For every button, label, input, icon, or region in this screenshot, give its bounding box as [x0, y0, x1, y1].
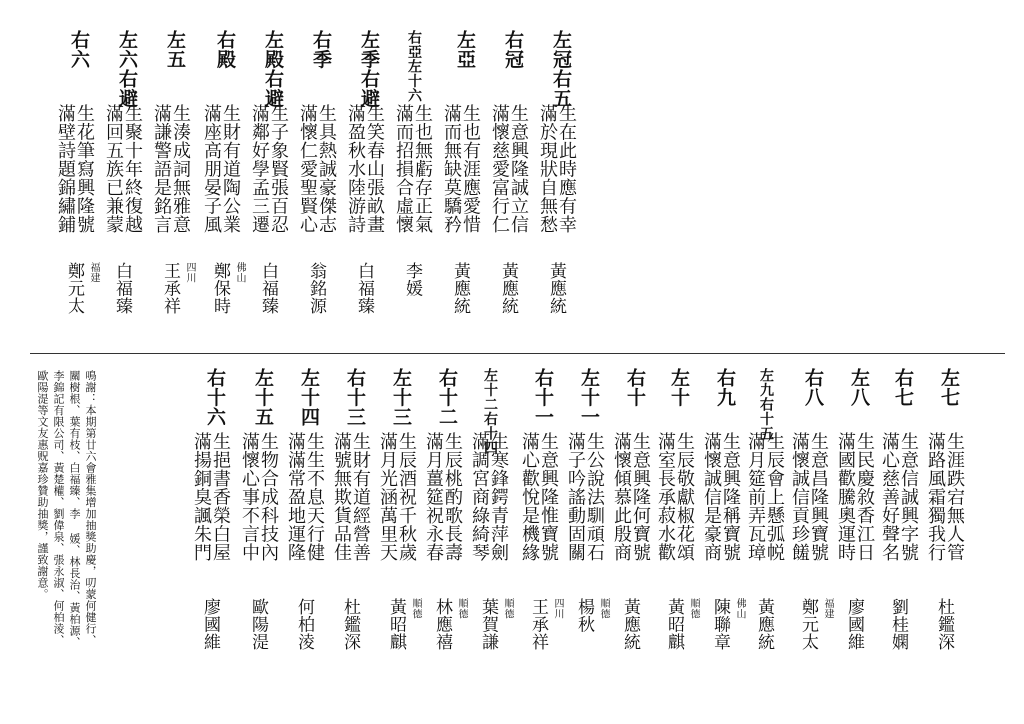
author-name: 歐陽湜: [248, 598, 268, 651]
couplet-line-2: 滿月光涵萬里天: [377, 432, 398, 562]
couplet-line-1: 生辰會上懸弧帨: [764, 432, 785, 562]
rank-label: 右十二: [436, 368, 458, 427]
couplet-line-2: 滿揚銅臭諷朱門: [191, 432, 212, 562]
rank-label: 左冠右五: [550, 30, 572, 108]
acknowledgement-line: 鳴謝：本期第廿六會雅集增加抽獎助慶，叨蒙何健行、: [84, 370, 97, 646]
author-origin: 順德: [410, 598, 421, 619]
author-name: 鄭保時: [210, 262, 230, 315]
rank-label: 左十三: [390, 368, 412, 427]
couplet-line-2: 滿月薑筵祝永春: [423, 432, 444, 562]
couplet-line-2: 滿座高朋晏子風: [201, 104, 222, 234]
rank-label: 右十: [624, 368, 646, 407]
author-name: 黃應統: [450, 262, 470, 315]
couplet-line-2: 滿心慈善好聲名: [879, 432, 900, 562]
author-origin: 四川: [184, 262, 195, 283]
couplet-line-2: 滿心歡悅是機緣: [519, 432, 540, 562]
couplet-line-1: 生也有涯應愛惜: [460, 104, 481, 234]
couplet-line-2: 滿盈秋水陸游詩: [345, 104, 366, 234]
author-name: 白福臻: [258, 262, 278, 315]
rank-label: 左十: [668, 368, 690, 407]
author-name: 林應禧: [432, 598, 452, 651]
rank-label: 左十四: [298, 368, 320, 427]
rank-label: 左十二右十四: [482, 368, 498, 455]
author-origin: 順德: [598, 598, 609, 619]
author-origin: 順德: [688, 598, 699, 619]
couplet-line-2: 滿室長承菽水歡: [655, 432, 676, 562]
author-origin: 順德: [456, 598, 467, 619]
author-origin: 福建: [822, 598, 833, 619]
couplet-line-1: 生意興隆何寶號: [630, 432, 651, 562]
couplet-line-1: 生子象賢張百忍: [268, 104, 289, 234]
author-name: 廖國維: [844, 598, 864, 651]
author-name: 翁銘源: [306, 262, 326, 315]
couplet-line-2: 滿而招損合虛懷: [393, 104, 414, 234]
couplet-line-2: 滿謙警語是銘言: [151, 104, 172, 234]
couplet-line-2: 滿壁詩題錦繡鋪: [55, 104, 76, 234]
couplet-line-2: 滿而無缺莫驕矜: [441, 104, 462, 234]
author-name: 白福臻: [112, 262, 132, 315]
couplet-line-1: 生聚十年終復越: [122, 104, 143, 234]
rank-label: 左亞: [454, 30, 476, 69]
author-origin: 四川: [552, 598, 563, 619]
couplet-line-1: 生意興隆誠立信: [508, 104, 529, 234]
couplet-line-1: 生意昌隆興寶號: [808, 432, 829, 562]
couplet-line-1: 生在此時應有幸: [556, 104, 577, 234]
rank-label: 右季: [310, 30, 332, 69]
couplet-line-1: 生生不息天行健: [304, 432, 325, 562]
couplet-line-1: 生笑春山張畝畫: [364, 104, 385, 234]
author-name: 王承祥: [528, 598, 548, 651]
couplet-line-1: 生辰酒祝千秋歲: [396, 432, 417, 562]
rank-label: 右十一: [532, 368, 554, 427]
author-name: 杜鑑深: [340, 598, 360, 651]
rank-label: 右十六: [204, 368, 226, 427]
rank-label: 左八: [848, 368, 870, 407]
couplet-line-2: 滿懷誠信貢珍饈: [789, 432, 810, 562]
author-name: 劉桂嫻: [888, 598, 908, 651]
author-name: 杜鑑深: [934, 598, 954, 651]
couplet-line-2: 滿回五族已兼蒙: [103, 104, 124, 234]
rank-label: 右冠: [502, 30, 524, 69]
couplet-line-1: 生具熱誠豪傑志: [316, 104, 337, 234]
couplet-line-2: 滿子吟謠動固關: [565, 432, 586, 562]
author-name: 黃應統: [546, 262, 566, 315]
couplet-line-2: 滿懷心事不言中: [239, 432, 260, 562]
author-name: 鄭元太: [64, 262, 84, 315]
rank-label: 右殿: [214, 30, 236, 69]
rank-label: 右八: [802, 368, 824, 407]
acknowledgement-line: 關樹根、葉有枝、白福臻、李 媛、林長治、黃柏源、: [68, 370, 81, 648]
author-name: 葉賀謙: [478, 598, 498, 651]
couplet-line-1: 生挹書香榮白屋: [210, 432, 231, 562]
author-name: 王承祥: [160, 262, 180, 315]
couplet-line-1: 生意興隆稱寶號: [720, 432, 741, 562]
couplet-line-2: 滿懷傾慕此殷商: [611, 432, 632, 562]
rank-label: 左五: [164, 30, 186, 69]
couplet-line-2: 滿懷慈愛富行仁: [489, 104, 510, 234]
rank-label: 左十一: [578, 368, 600, 427]
couplet-line-1: 生民慶敘香江日: [854, 432, 875, 562]
section-divider: [30, 353, 1005, 354]
rank-label: 右六: [68, 30, 90, 69]
rank-label: 右七: [892, 368, 914, 407]
rank-label: 左季右避: [358, 30, 380, 108]
author-name: 黃應統: [620, 598, 640, 651]
couplet-line-1: 生財有道陶公業: [220, 104, 241, 234]
author-name: 黃應統: [498, 262, 518, 315]
couplet-line-2: 滿路風霜獨我行: [925, 432, 946, 562]
author-name: 李媛: [402, 262, 422, 297]
couplet-line-1: 生涯跌宕無人管: [944, 432, 965, 562]
author-origin: 佛山: [234, 262, 245, 283]
acknowledgement-line: 歐陽湜等文友惠贶嘉珍贊助抽獎，謹致謝意。: [36, 370, 49, 600]
couplet-line-2: 滿號無欺貨品佳: [331, 432, 352, 562]
author-name: 黃昭麒: [664, 598, 684, 651]
couplet-line-2: 滿鄰好學孟三遷: [249, 104, 270, 234]
couplet-line-2: 滿國歡騰奧運時: [835, 432, 856, 562]
couplet-line-1: 生物合成科技內: [258, 432, 279, 562]
rank-label: 右十三: [344, 368, 366, 427]
rank-label: 右亞左十六: [406, 30, 422, 103]
rank-label: 右九: [714, 368, 736, 407]
couplet-line-1: 生意興隆惟寶號: [538, 432, 559, 562]
author-name: 白福臻: [354, 262, 374, 315]
couplet-line-1: 生辰桃酌歌長壽: [442, 432, 463, 562]
couplet-line-2: 滿調宮商綠綺琴: [469, 432, 490, 562]
rank-label: 左殿右避: [262, 30, 284, 108]
rank-label: 左十五: [252, 368, 274, 427]
couplet-line-2: 滿懷誠信是豪商: [701, 432, 722, 562]
author-origin: 佛山: [734, 598, 745, 619]
couplet-line-2: 滿滿常盈地運隆: [285, 432, 306, 562]
rank-label: 左九右十五: [758, 368, 774, 441]
couplet-line-2: 滿月筵前弄瓦璋: [745, 432, 766, 562]
author-name: 黃應統: [754, 598, 774, 651]
couplet-line-1: 生公說法馴頑石: [584, 432, 605, 562]
couplet-line-1: 生意信誠興字號: [898, 432, 919, 562]
couplet-line-1: 生也無虧存正氣: [412, 104, 433, 234]
acknowledgement-line: 李錦記有限公司、黃楚權、劉偉泉、張永淑、何柏淩、: [52, 370, 65, 646]
rank-label: 左七: [938, 368, 960, 407]
couplet-line-1: 生湊成詞無雅意: [170, 104, 191, 234]
couplet-line-1: 生寒鋒鍔青萍劍: [488, 432, 509, 562]
couplet-line-1: 生財有道經營善: [350, 432, 371, 562]
author-name: 陳聯章: [710, 598, 730, 651]
couplet-line-1: 生花筆寫興隆號: [74, 104, 95, 234]
author-name: 黃昭麒: [386, 598, 406, 651]
couplet-line-2: 滿於現狀自無愁: [537, 104, 558, 234]
author-origin: 福建: [88, 262, 99, 283]
author-name: 楊秋: [574, 598, 594, 633]
couplet-line-1: 生辰敬獻椒花頌: [674, 432, 695, 562]
couplet-line-2: 滿懷仁愛聖賢心: [297, 104, 318, 234]
author-name: 何柏淩: [294, 598, 314, 651]
rank-label: 左六右避: [116, 30, 138, 108]
author-origin: 順德: [502, 598, 513, 619]
author-name: 鄭元太: [798, 598, 818, 651]
author-name: 廖國維: [200, 598, 220, 651]
